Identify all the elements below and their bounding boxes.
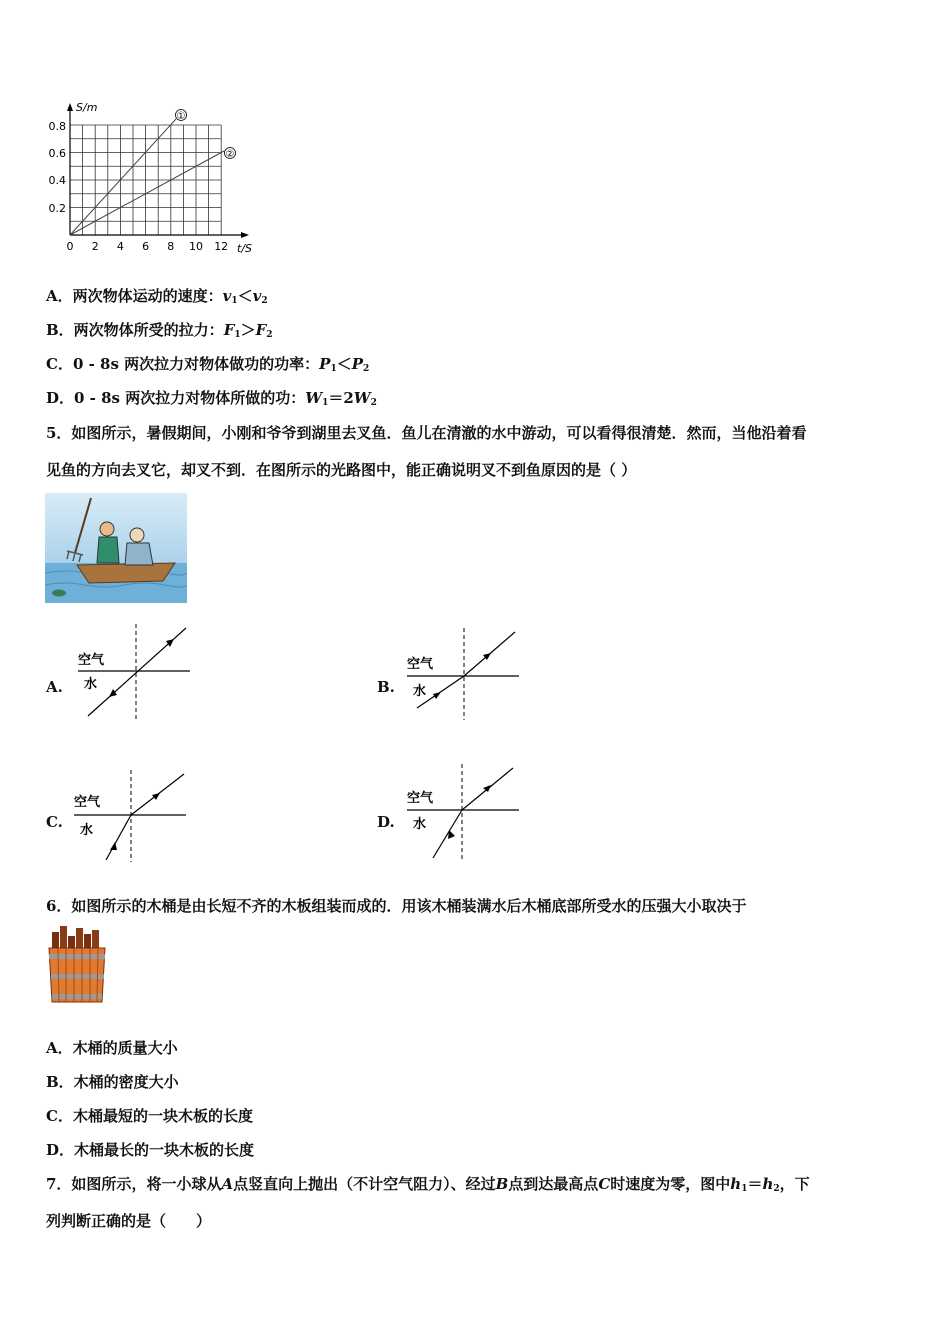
q4-option-b: B．两次物体所受的拉力：$F_1>F_2$ xyxy=(46,321,273,340)
q5-stem-line2: 见鱼的方向去叉它，却叉不到．在图所示的光路图中，能正确说明叉不到鱼原因的是（ ） xyxy=(46,461,637,479)
q5-stem-line1: 5．如图所示，暑假期间，小刚和爷爷到湖里去叉鱼．鱼儿在清澈的水中游动，可以看得很清楚．然而，当他沿着看 xyxy=(46,424,807,442)
x-tick: 12 xyxy=(214,240,229,253)
air-label: 空气 xyxy=(78,653,105,668)
line-2 xyxy=(70,151,224,235)
q6-option-b[interactable]: B．木桶的密度大小 xyxy=(46,1073,179,1091)
x-tick: 6 xyxy=(142,240,150,253)
line1-label: ① xyxy=(176,111,186,122)
q6-stem: 6．如图所示的木桶是由长短不齐的木板组装而成的．用该木桶装满水后木桶底部所受水的压强大小取决于 xyxy=(46,897,747,915)
q4-option-d: D．0 - 8s 两次拉力对物体所做的功：$W_1=2W_2$ xyxy=(46,389,377,408)
x-tick: 8 xyxy=(167,240,175,253)
x-tick: 2 xyxy=(91,240,99,253)
y-axis-label: S/m xyxy=(76,101,98,114)
x-axis-label: t/S xyxy=(237,242,253,255)
line-1 xyxy=(70,119,176,235)
air-label: 空气 xyxy=(407,657,434,672)
line2-label: ② xyxy=(225,149,235,160)
water-label: 水 xyxy=(84,677,98,692)
air-label: 空气 xyxy=(407,791,434,806)
q4-option-c: C．0 - 8s 两次拉力对物体做功的功率：$P_1<P_2$ xyxy=(46,355,370,374)
q7-stem-line2: 列判断正确的是（ ） xyxy=(46,1212,212,1230)
fishing-illustration xyxy=(45,493,187,603)
q7-stem-line1: 7．如图所示，将一小球从A点竖直向上抛出（不计空气阻力）、经过B点到达最高点C时速度为零，图中$h_1=h_2$，下 xyxy=(46,1175,810,1194)
y-tick: 0.6 xyxy=(48,147,66,160)
q4-option-a: A．两次物体运动的速度：$v_1<v_2$ xyxy=(46,287,268,306)
y-tick: 0.8 xyxy=(48,120,66,133)
q5-option-a-label[interactable]: A. xyxy=(46,678,63,696)
y-tick: 0.2 xyxy=(48,202,66,215)
q5-option-c-label[interactable]: C. xyxy=(46,813,63,831)
y-tick: 0.4 xyxy=(48,174,66,187)
air-label: 空气 xyxy=(74,795,101,810)
water-label: 水 xyxy=(80,823,94,838)
wooden-bucket-illustration xyxy=(46,926,108,1006)
x-tick: 0 xyxy=(66,240,74,253)
q6-option-c[interactable]: C．木桶最短的一块木板的长度 xyxy=(46,1107,253,1125)
q5-diagram-a[interactable] xyxy=(76,622,196,722)
x-tick: 10 xyxy=(189,240,203,253)
q5-option-b-label[interactable]: B. xyxy=(377,678,395,696)
st-graph xyxy=(44,100,254,260)
q6-option-a[interactable]: A．木桶的质量大小 xyxy=(46,1039,178,1057)
q5-diagram-d[interactable] xyxy=(405,762,525,862)
x-tick: 4 xyxy=(116,240,124,253)
q6-option-d[interactable]: D．木桶最长的一块木板的长度 xyxy=(46,1141,255,1159)
q5-diagram-b[interactable] xyxy=(405,626,525,722)
q5-diagram-c[interactable] xyxy=(72,768,192,864)
water-label: 水 xyxy=(413,817,427,832)
q5-option-d-label[interactable]: D. xyxy=(377,813,395,831)
water-label: 水 xyxy=(413,684,427,699)
